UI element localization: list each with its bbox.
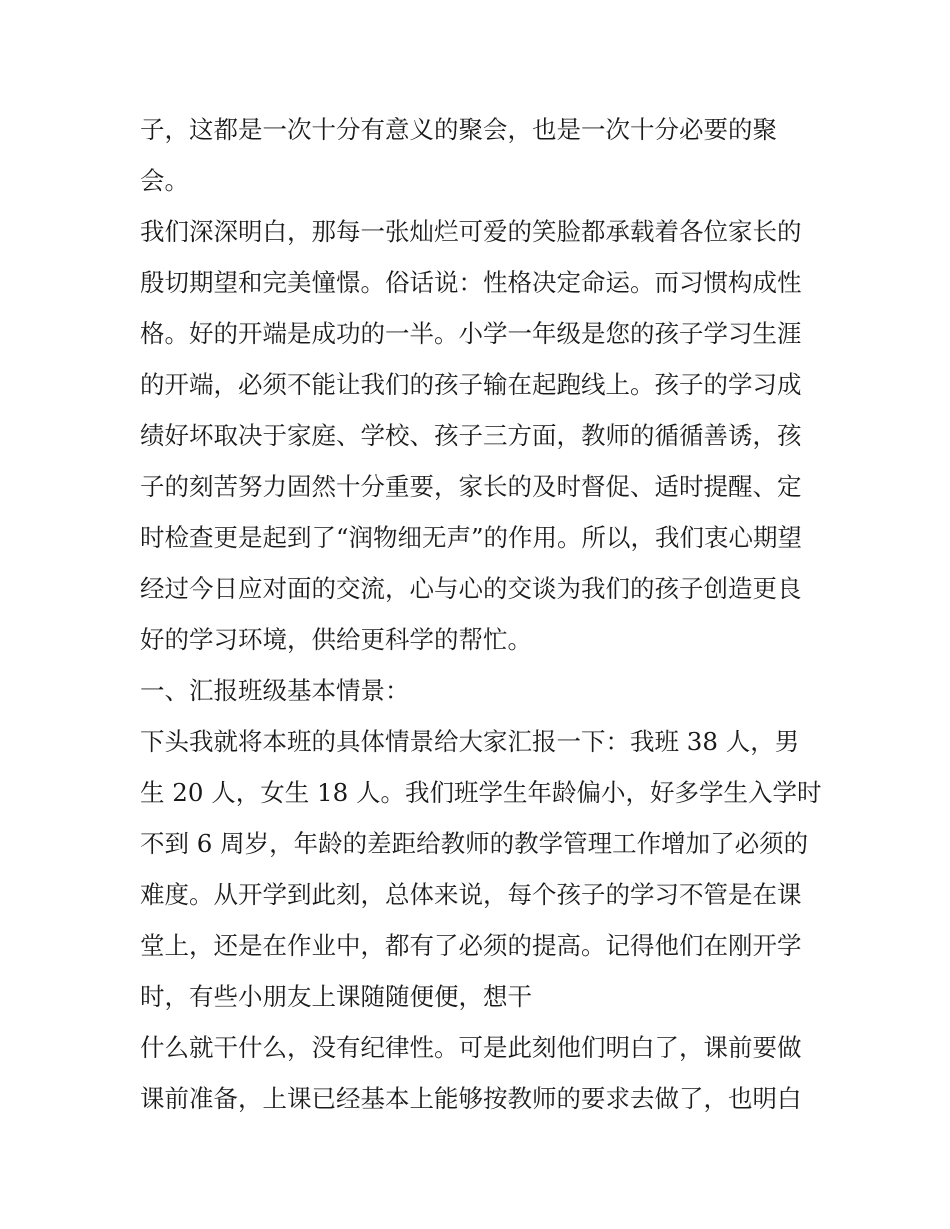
text-line: 好的学习环境，供给更科学的帮忙。: [140, 625, 532, 654]
text-line: 堂上，还是在作业中，都有了必须的提高。记得他们在刚开学: [140, 931, 802, 960]
text-line: 生 20 人，女生 18 人。我们班学生年龄偏小，好多学生入学时: [140, 778, 822, 807]
text-line: 我们深深明白，那每一张灿烂可爱的笑脸都承载着各位家长的: [140, 217, 802, 246]
text-line: 子的刻苦努力固然十分重要，家长的及时督促、适时提醒、定: [140, 472, 802, 501]
section-heading: 一、汇报班级基本情景：: [140, 676, 410, 705]
document-body: [140, 104, 830, 1124]
text-line: 不到 6 周岁，年龄的差距给教师的教学管理工作增加了必须的: [140, 829, 809, 858]
text-line: 殷切期望和完美憧憬。俗话说：性格决定命运。而习惯构成性: [140, 268, 802, 297]
text-line: 的开端，必须不能让我们的孩子输在起跑线上。孩子的学习成: [140, 370, 802, 399]
text-line: 时检查更是起到了“润物细无声”的作用。所以，我们衷心期望: [140, 523, 803, 552]
text-line: 下头我就将本班的具体情景给大家汇报一下：我班 38 人，男: [140, 727, 800, 756]
text-line: 会。: [140, 166, 189, 195]
text-line: 经过今日应对面的交流，心与心的交谈为我们的孩子创造更良: [140, 574, 802, 603]
text-line: 子，这都是一次十分有意义的聚会，也是一次十分必要的聚: [140, 115, 777, 144]
text-line: 格。好的开端是成功的一半。小学一年级是您的孩子学习生涯: [140, 319, 802, 348]
text-line: 什么就干什么，没有纪律性。可是此刻他们明白了，课前要做: [140, 1033, 802, 1062]
text-line: 时，有些小朋友上课随随便便，想干: [140, 982, 532, 1011]
text-line: 绩好坏取决于家庭、学校、孩子三方面，教师的循循善诱，孩: [140, 421, 802, 450]
text-line: 难度。从开学到此刻，总体来说，每个孩子的学习不管是在课: [140, 880, 802, 909]
text-line: 课前准备，上课已经基本上能够按教师的要求去做了，也明白: [140, 1084, 802, 1113]
